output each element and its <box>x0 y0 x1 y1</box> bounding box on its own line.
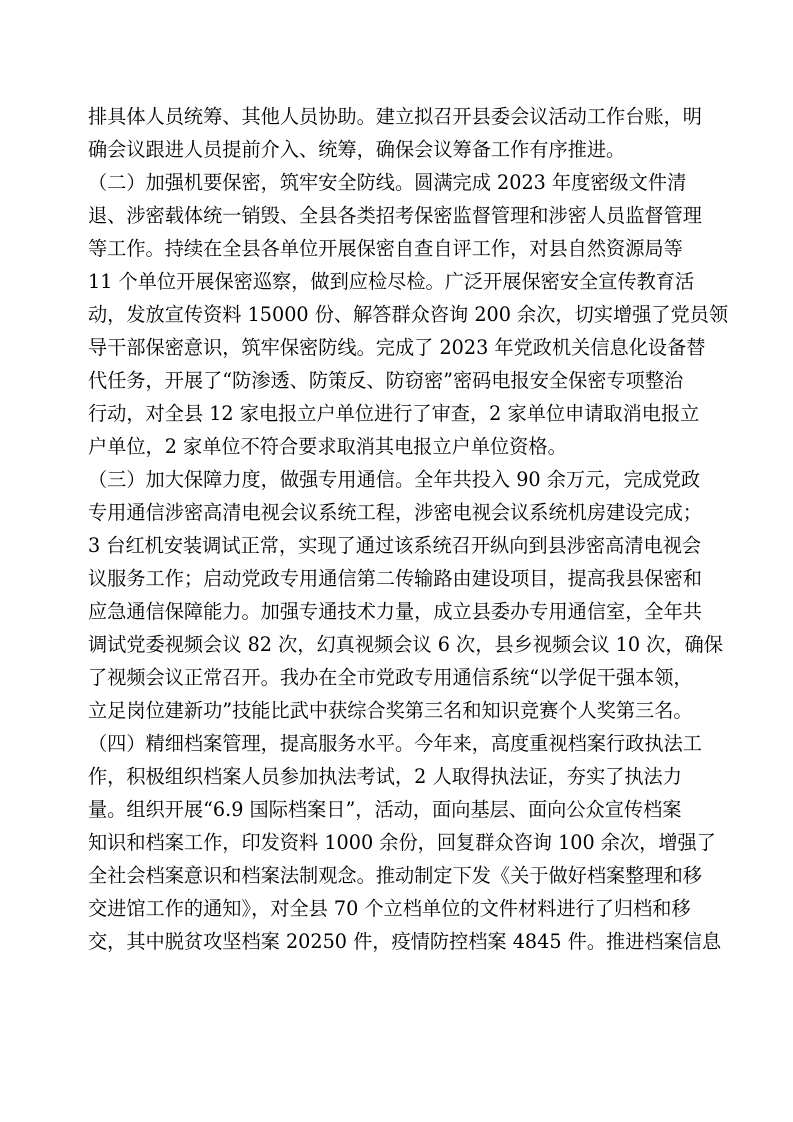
document-page <box>88 100 729 958</box>
text-line: 排具体人员统筹、其他人员协助。建立拟召开县委会议活动工作台账，明 <box>88 105 702 128</box>
text-line: 知识和档案工作，印发资料 1000 余份，回复群众咨询 100 余次，增强了 <box>88 831 716 854</box>
text-line: 量。组织开展“6.9 国际档案日”，活动，面向基层、面向公众宣传档案 <box>88 798 682 821</box>
text-line: 议服务工作；启动党政专用通信第二传输路由建设项目，提高我县保密和 <box>88 567 702 590</box>
text-line: 等工作。持续在全县各单位开展保密自查自评工作，对县自然资源局等 <box>88 237 683 260</box>
text-line: 调试党委视频会议 82 次，幻真视频会议 6 次，县乡视频会议 10 次，确保 <box>88 633 723 656</box>
text-line: 交，其中脱贫攻坚档案 20250 件，疫情防控档案 4845 件。推进档案信息 <box>88 930 722 953</box>
text-line: 全社会档案意识和档案法制观念。推动制定下发《关于做好档案整理和移 <box>88 864 702 887</box>
text-line: 退、涉密载体统一销毁、全县各类招考保密监督管理和涉密人员监督管理 <box>88 204 702 227</box>
text-line: 应急通信保障能力。加强专通技术力量，成立县委办专用通信室，全年共 <box>88 600 702 623</box>
text-line: 作，积极组织档案人员参加执法考试，2 人取得执法证，夯实了执法力 <box>88 765 682 788</box>
text-line: 专用通信涉密高清电视会议系统工程，涉密电视会议系统机房建设完成； <box>88 501 702 524</box>
text-line: 交进馆工作的通知》，对全县 70 个立档单位的文件材料进行了归档和移 <box>88 897 691 920</box>
text-line: 户单位，2 家单位不符合要求取消其电报立户单位资格。 <box>88 435 567 458</box>
text-line: 行动，对全县 12 家电报立户单位进行了审查，2 家单位申请取消电报立 <box>88 402 700 425</box>
text-line: 了视频会议正常召开。我办在全市党政专用通信系统“以学促干强本领， <box>88 666 693 689</box>
text-line: 立足岗位建新功”技能比武中获综合奖第三名和知识竞赛个人奖第三名。 <box>88 699 693 722</box>
text-line: 确会议跟进人员提前介入、统筹，确保会议筹备工作有序推进。 <box>88 138 626 161</box>
text-line: 动，发放宣传资料 15000 份、解答群众咨询 200 余次，切实增强了党员领 <box>88 303 729 326</box>
text-line: 代任务，开展了“防渗透、防策反、防窃密”密码电报安全保密专项整治 <box>88 369 684 392</box>
text-line: 11 个单位开展保密巡察，做到应检尽检。广泛开展保密安全宣传教育活 <box>88 270 695 293</box>
text-line: （二）加强机要保密，筑牢安全防线。圆满完成 2023 年度密级文件清 <box>88 171 687 194</box>
text-line: （四）精细档案管理，提高服务水平。今年来，高度重视档案行政执法工 <box>88 732 702 755</box>
text-line: 导干部保密意识，筑牢保密防线。完成了 2023 年党政机关信息化设备替 <box>88 336 706 359</box>
text-line: （三）加大保障力度，做强专用通信。全年共投入 90 余万元，完成党政 <box>88 468 701 491</box>
text-line: 3 台红机安装调试正常，实现了通过该系统召开纵向到县涉密高清电视会 <box>88 534 702 557</box>
